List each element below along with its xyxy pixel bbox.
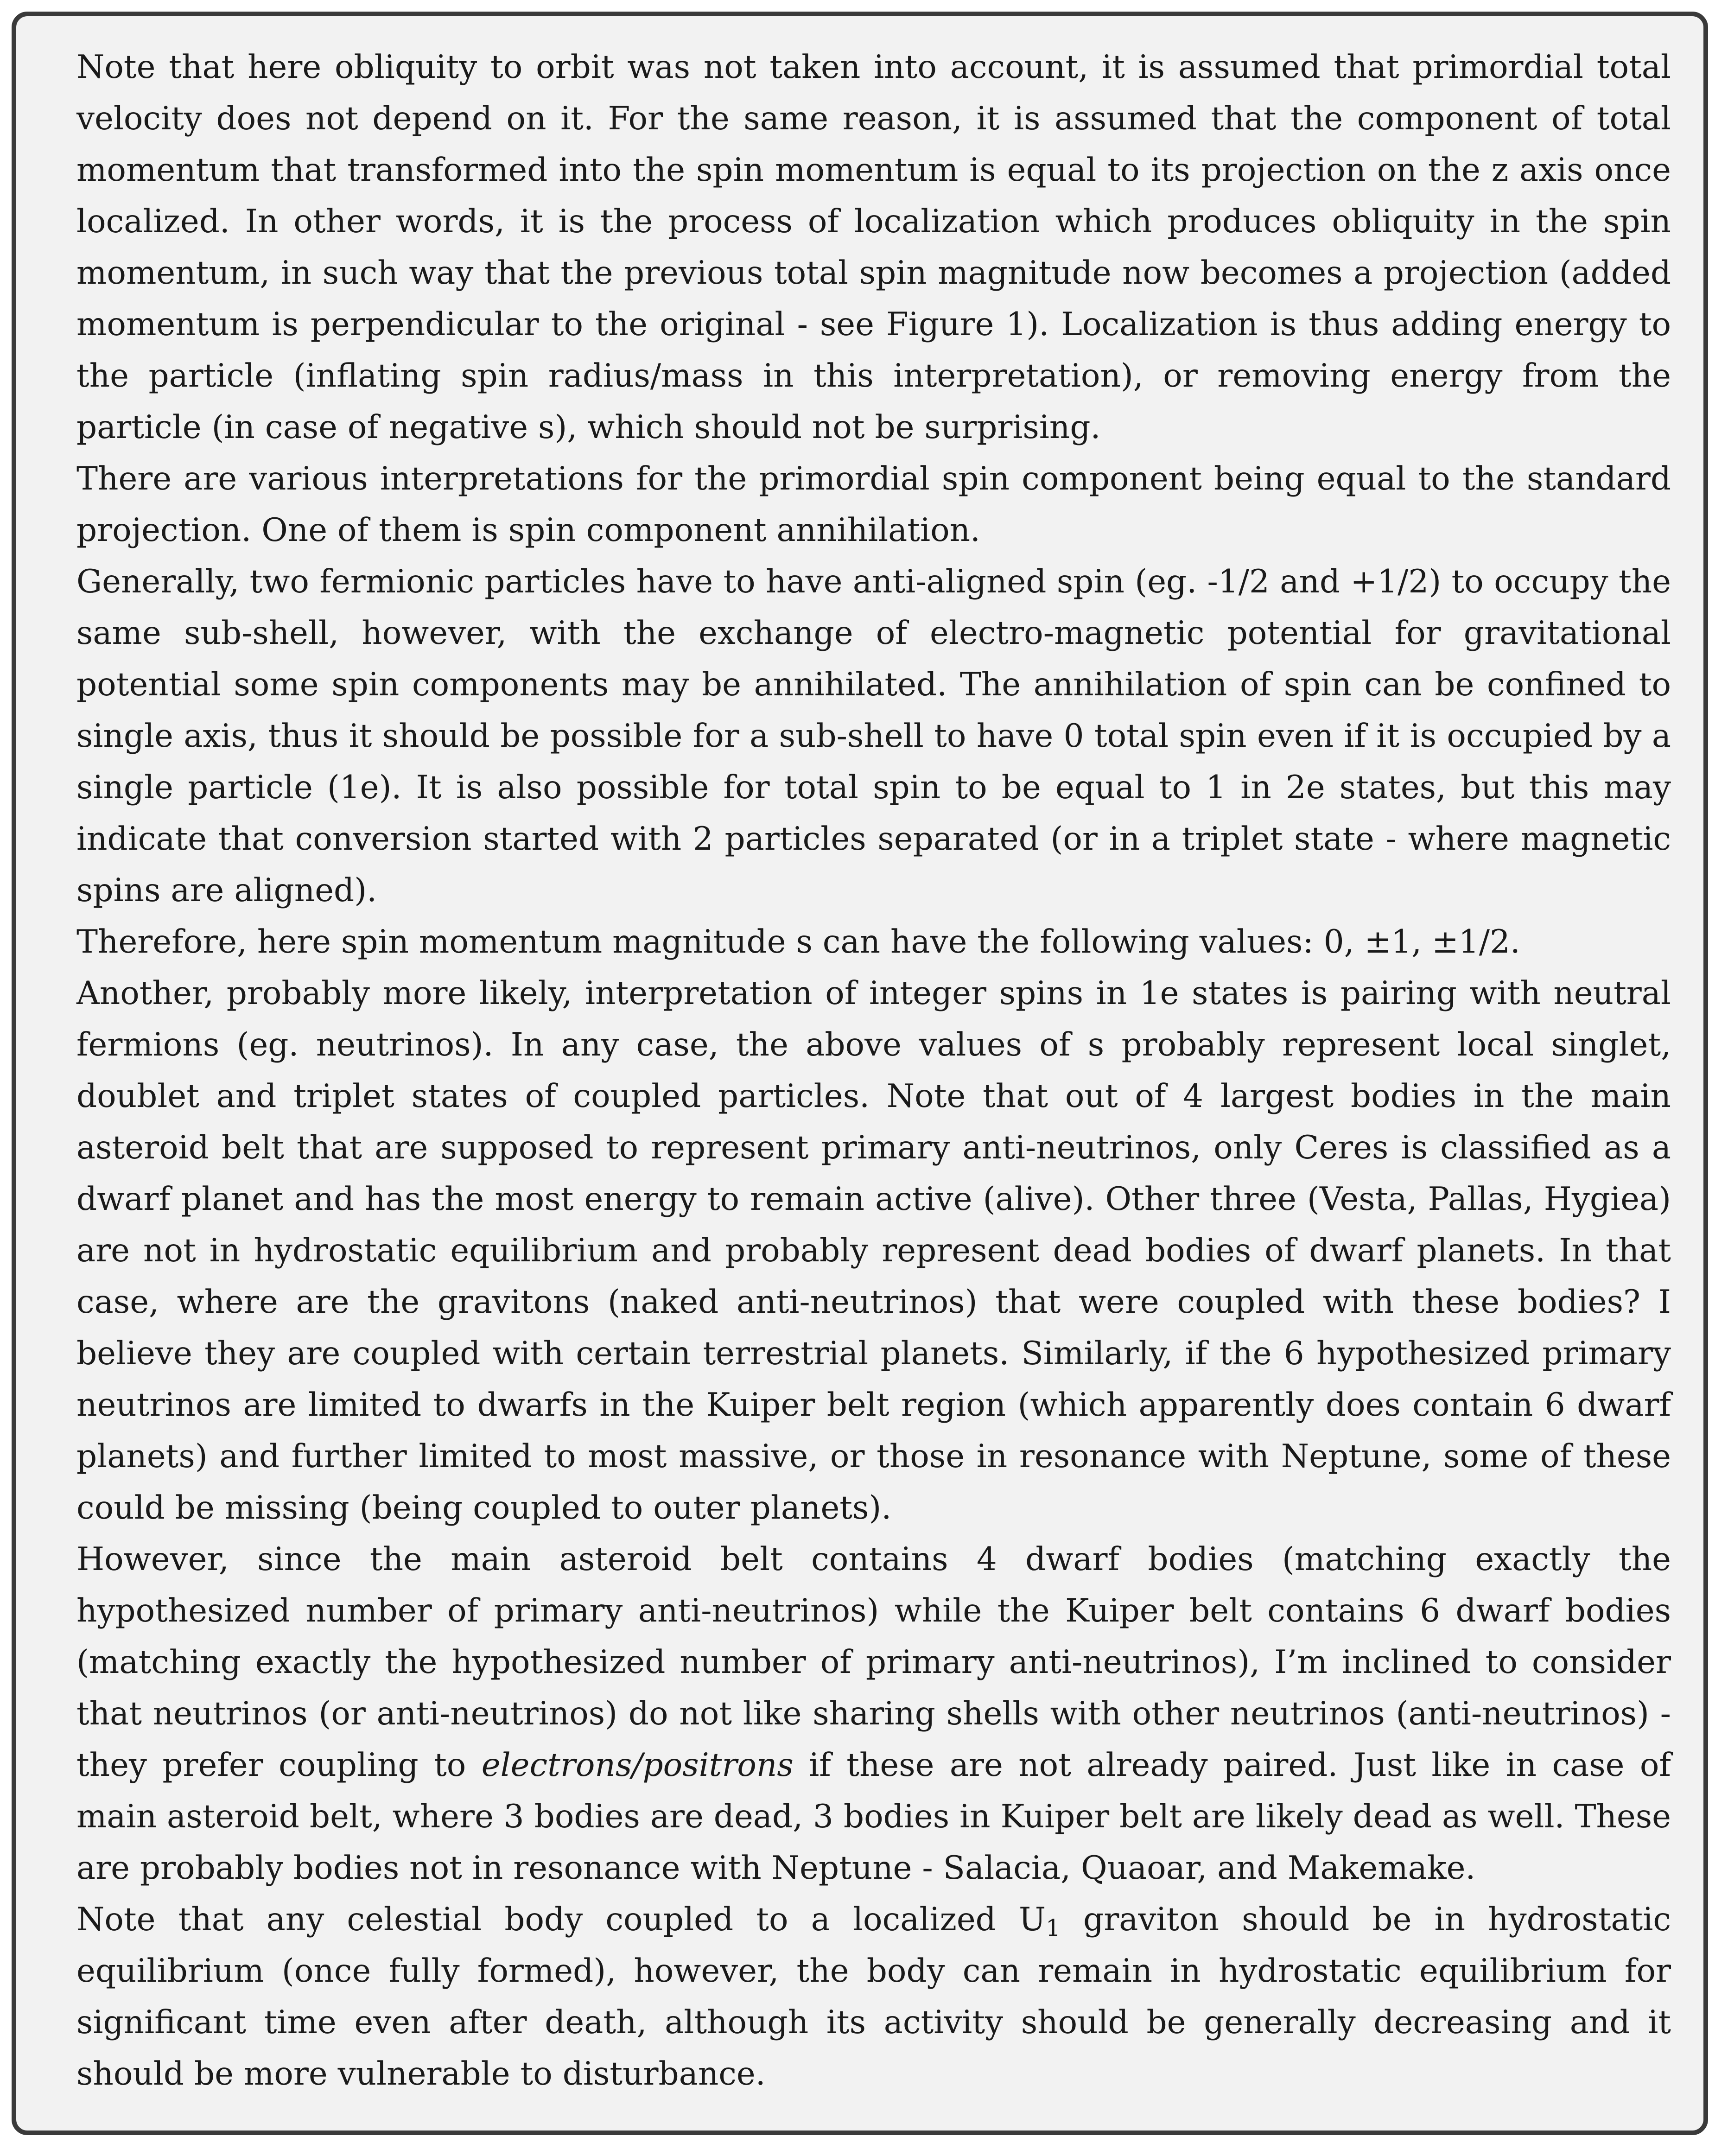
paragraph-neutrino-pairing: Another, probably more likely, interpretation of integer spins in 1e states is pairing with neutral fermions (eg. neutrinos). In any case, the above values of s probably represent local singlet, doublet and triplet states of coupled particles. Note that out of 4 largest bodies in the main asteroid belt that are supposed to represent primary anti-neutrinos, only Ceres is classified as a dwarf planet and has the most energy to remain active (alive). Other three (Vesta, Pallas, Hygiea) are not in hydrostatic equilibrium and probably represent dead bodies of dwarf planets. In that case, where are the gravitons (naked anti-neutrinos) that were coupled with these bodies? I believe they are coupled with certain terrestrial planets. Similarly, if the 6 hypothesized primary neutrinos are limited to dwarfs in the Kuiper belt region (which apparently does contain 6 dwarf planets) and further limited to most massive, or those in resonance with Neptune, some of these could be missing (being coupled to outer planets). (76, 975, 1671, 1526)
kuiper-text-before: However, since the main asteroid belt contains 4 dwarf bodies (matching exactly the hypothesized number of primary anti-neutrinos) while the Kuiper belt contains 6 dwarf bodies (matching exactly the hypothesized number of primary anti-neutrinos), I’m inclined to consider that neutrinos (or anti-neutrinos) do not like sharing shells with other neutrinos (anti-neutrinos) - they prefer coupling to (76, 1541, 1671, 1784)
hydrostatic-text-before: Note that any celestial body coupled to a localized (76, 1901, 1019, 1938)
kuiper-text-after: if these are not already paired. Just like in case of main asteroid belt, where 3 bodies are dead, 3 bodies in Kuiper belt are likely dead as well. These are probably bodies not in resonance with Neptune - Salacia, Quaoar, and Makemake. (76, 1747, 1671, 1887)
hydrostatic-text-after: graviton should be in hydrostatic equilibrium (once fully formed), however, the body can remain in hydrostatic equilibrium for significant time even after death, although its activity should be generally decreasing and it should be more vulnerable to disturbance. (76, 1901, 1671, 2092)
paragraph-spin-values: Therefore, here spin momentum magnitude s can have the following values: 0, ±1, ±1/2. (76, 923, 1520, 960)
note-text (76, 42, 1671, 2100)
electrons-positrons-emphasis: electrons/positrons (481, 1747, 794, 1784)
paragraph-interpretations: There are various interpretations for the primordial spin component being equal to the standard projection. One of them is spin component annihilation. (76, 460, 1671, 549)
paragraph-hydrostatic (76, 1894, 1671, 2100)
graviton-symbol: U (1018, 1901, 1046, 1938)
paragraph-fermionic-spin: Generally, two fermionic particles have to have anti-aligned spin (eg. -1/2 and +1/2) to occupy the same sub-shell, however, with the exchange of electro-magnetic potential for gravitational potential some spin components may be annihilated. The annihilation of spin can be confined to single axis, thus it should be possible for a sub-shell to have 0 total spin even if it is occupied by a single particle (1e). It is also possible for total spin to be equal to 1 in 2e states, but this may indicate that conversion started with 2 particles separated (or in a triplet state - where magnetic spins are aligned). (76, 563, 1671, 909)
paragraph-kuiper-belt (76, 1534, 1671, 1894)
note-box (12, 12, 1708, 2135)
graviton-subscript: 1 (1046, 1914, 1061, 1941)
paragraph-obliquity: Note that here obliquity to orbit was not taken into account, it is assumed that primordial total velocity does not depend on it. For the same reason, it is assumed that the component of total momentum that transformed into the spin momentum is equal to its projection on the z axis once localized. In other words, it is the process of localization which produces obliquity in the spin momentum, in such way that the previous total spin magnitude now becomes a projection (added momentum is perpendicular to the original - see Figure 1). Localization is thus adding energy to the particle (inflating spin radius/mass in this interpretation), or removing energy from the particle (in case of negative s), which should not be surprising. (76, 49, 1671, 446)
